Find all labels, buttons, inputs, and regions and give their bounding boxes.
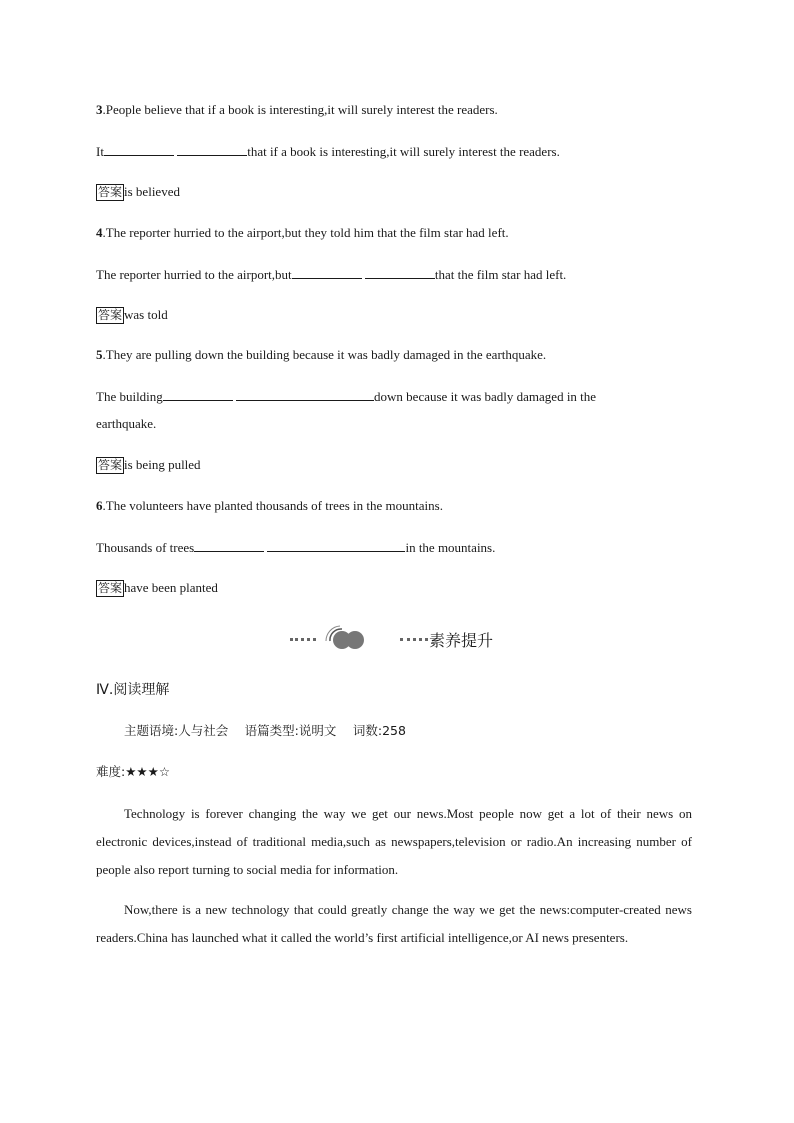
answer-5	[96, 456, 201, 474]
question-5	[96, 346, 546, 364]
fill-blank[interactable]	[365, 265, 435, 279]
rewrite-end: that the film star had left.	[434, 267, 567, 282]
rewrite-start: The building	[96, 389, 163, 404]
question-number: 3	[96, 102, 103, 117]
reading-heading: Ⅳ.阅读理解	[96, 682, 170, 698]
fill-blank[interactable]	[292, 265, 362, 279]
rewrite-5	[96, 387, 596, 406]
question-number: 6	[96, 498, 103, 513]
section-badge-icon	[322, 625, 368, 653]
question-number: 4	[96, 225, 103, 240]
answer-tag: 答案	[98, 185, 123, 199]
fill-blank[interactable]	[177, 142, 247, 156]
rewrite-4	[96, 265, 566, 284]
section-title: 素养提升	[429, 631, 494, 650]
question-text: .They are pulling down the building because it was badly damaged in the earthquake.	[102, 347, 547, 362]
section-divider	[288, 624, 528, 654]
answer-6	[96, 579, 218, 597]
reading-meta: 主题语境:人与社会 语篇类型:说明文 词数:258	[124, 723, 406, 738]
answer-text: is believed	[124, 184, 180, 199]
question-4	[96, 224, 509, 242]
answer-3	[96, 183, 180, 201]
question-text: .People believe that if a book is interesting,it will surely interest the readers.	[102, 102, 498, 117]
answer-text: is being pulled	[124, 457, 201, 472]
answer-tag: 答案	[98, 581, 123, 595]
question-number: 5	[96, 347, 103, 362]
rewrite-5-cont	[96, 415, 156, 433]
question-text: .The reporter hurried to the airport,but they told him that the film star had left.	[102, 225, 509, 240]
rewrite-3	[96, 142, 560, 161]
answer-tag: 答案	[98, 458, 123, 472]
reading-paragraph-2: Now,there is a new technology that could greatly change the way we get the news:computer-created news readers.China has launched what it called the world’s first artificial intelligence,or AI news presenters.	[96, 902, 692, 945]
rewrite-end: that if a book is interesting,it will surely interest the readers.	[247, 144, 560, 159]
answer-tag: 答案	[98, 308, 123, 322]
reading-paragraph-1: Technology is forever changing the way we get our news.Most people now get a lot of their news on electronic devices,instead of traditional media,such as newspapers,television or radio.An increasing number of people also report turning to social media for information.	[96, 806, 692, 877]
question-3	[96, 101, 498, 119]
rewrite-end: in the mountains.	[405, 540, 496, 555]
answer-4	[96, 306, 168, 324]
rewrite-start: Thousands of trees	[96, 540, 195, 555]
rewrite-continuation: earthquake.	[96, 416, 157, 431]
rewrite-start: It	[96, 144, 104, 159]
fill-blank[interactable]	[236, 387, 374, 401]
answer-text: have been planted	[124, 580, 218, 595]
rewrite-end: down because it was badly damaged in the	[374, 389, 597, 404]
question-6	[96, 497, 443, 515]
fill-blank[interactable]	[194, 538, 264, 552]
fill-blank[interactable]	[267, 538, 405, 552]
rewrite-6	[96, 538, 495, 557]
difficulty-rating: 难度:★★★☆	[96, 764, 171, 779]
rewrite-start: The reporter hurried to the airport,but	[96, 267, 292, 282]
fill-blank[interactable]	[163, 387, 233, 401]
dotted-rule	[400, 638, 428, 641]
question-text: .The volunteers have planted thousands of trees in the mountains.	[102, 498, 443, 513]
answer-text: was told	[124, 307, 168, 322]
fill-blank[interactable]	[104, 142, 174, 156]
dotted-rule	[290, 638, 316, 641]
